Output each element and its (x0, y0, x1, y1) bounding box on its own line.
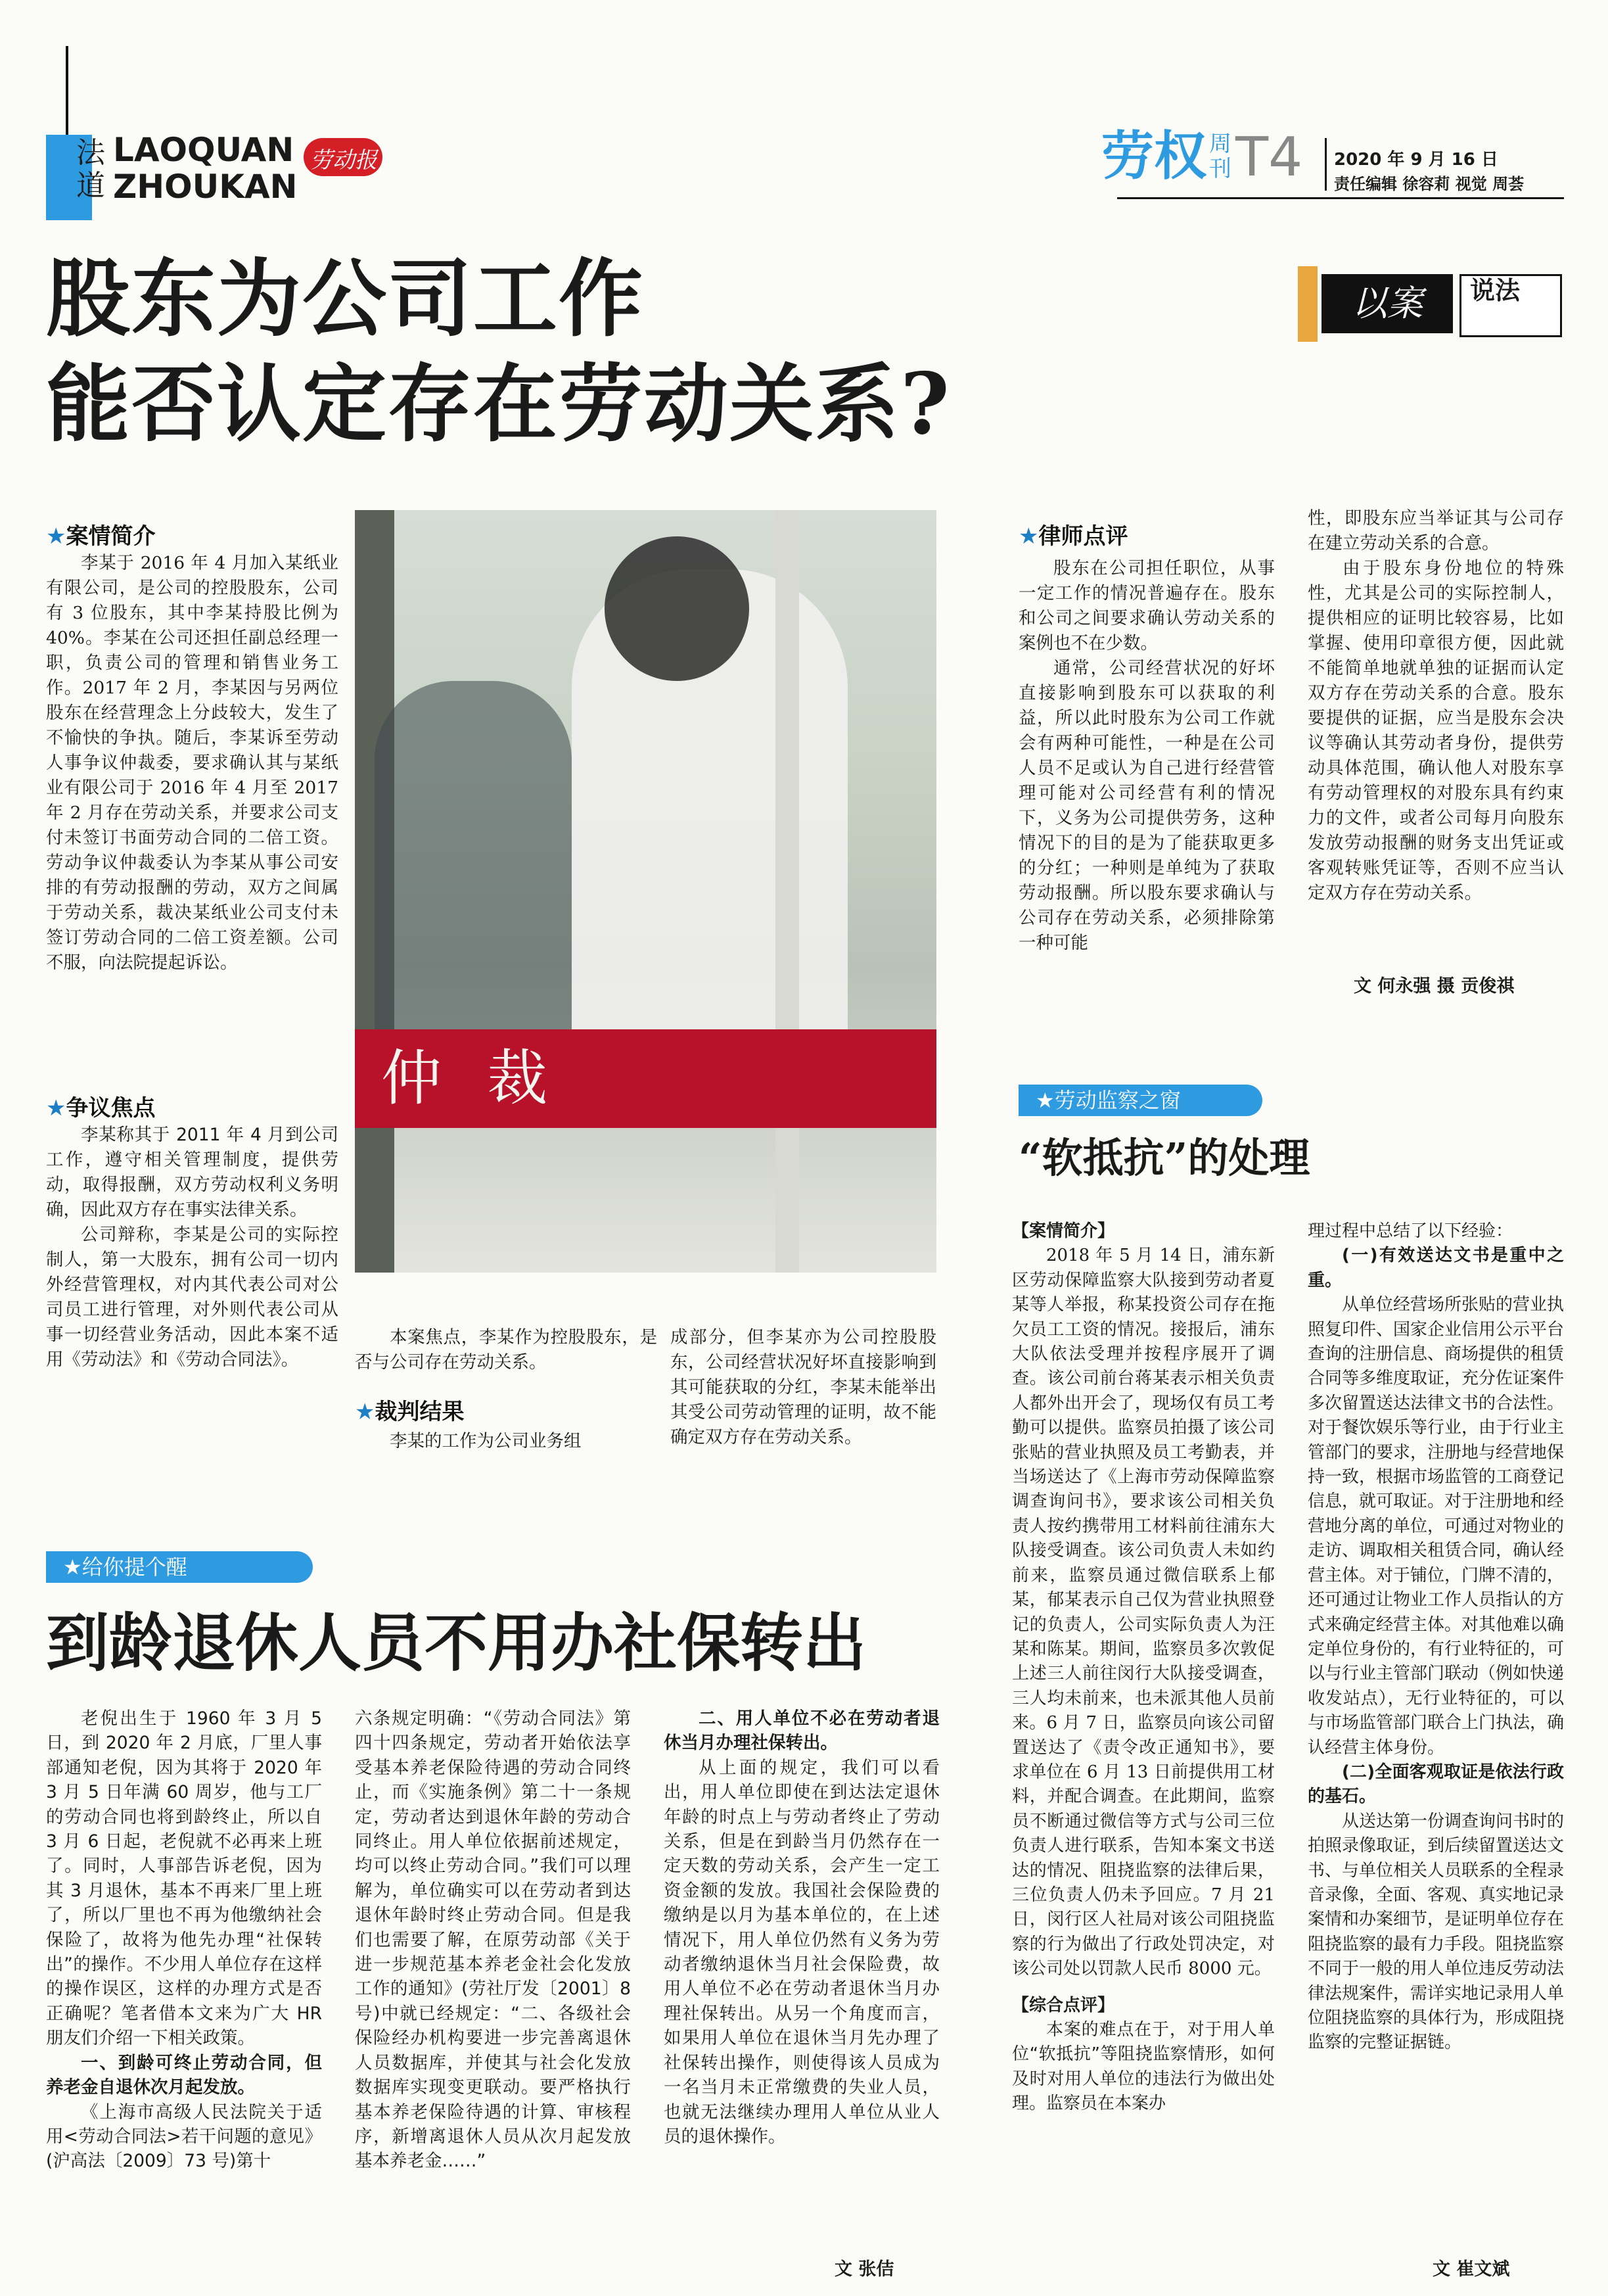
article3-case-heading: 【案情简介】 (1012, 1221, 1115, 1241)
article2-col3 (664, 1706, 940, 2149)
article1-judgment-paragraph-1: 李某的工作为公司业务组 (390, 1431, 582, 1451)
under-photo-paragraph: 本案焦点，李某作为控股股东，是否与公司存在劳动关系。 (355, 1327, 657, 1372)
photo-head-right (605, 536, 749, 681)
masthead-rule (1117, 197, 1564, 199)
article1-credit: 文 何永强 摄 贡俊祺 (1354, 976, 1515, 996)
article3-col1 (1012, 1219, 1275, 2117)
photo-glass-frame (775, 510, 799, 1273)
paper-logo-text: 劳动报 (310, 147, 377, 174)
weekly-sub: 周刊 (1209, 131, 1231, 182)
article2-col2 (355, 1706, 631, 2174)
article2-heading-1: 一、到龄可终止劳动合同，但养老金自退休次月起发放。 (46, 2052, 322, 2098)
article2-col1-paragraph-1: 老倪出生于 1960 年 3 月 5 日，到 2020 年 2 月底，厂里人事部通知老倪，因为其将于 2020 年 3 月 5 日年满 60 周岁，他与工厂的劳动合同也将到龄终止，所以自 3 月 6 日起，老倪就不必再来上班了。同时，人事部告诉老倪，因为其 3 月退休，基本不再来厂里上班了，所以厂里也不再为他缴纳社会保险了，故将为他先办理“社保转出”的操作。不少用人单位存在这样的操作误区，这样的办理方式是否正确呢？笔者借本文来为广大 HR 朋友们介绍一下相关政策。 (46, 1708, 322, 2049)
article1-case-paragraph: 李某于 2016 年 4 月加入某纸业有限公司，是公司的控股股东，公司有 3 位股东，其中李某持股比例为 40%。李某在公司还担任副总经理一职，负责公司的管理和销售业务工作。2017 年 2 月，李某因与另两位股东在经营理念上分歧较大，发生了不愉快的争执。随后，李某诉至劳动人事争议仲裁委，要求确认其与某纸业有限公司于 2016 年 4 月至 2017 年 2 月存在劳动关系，并要求公司支付未签订书面劳动合同的二倍工资。劳动争议仲裁委认为李某从事公司安排的有劳动报酬的劳动，双方之间属于劳动关系，裁决某纸业公司支付未签订劳动合同的二倍工资差额。公司不服，向法院提起诉讼。 (46, 553, 338, 973)
article3-right-paragraph-1: 从单位经营场所张贴的营业执照复印件、国家企业信用公示平台查询的注册信息、商场提供的租赁合同等多维度取证，充分佐证案件多次留置送达法律文书的合法性。对于餐饮娱乐等行业，由于行业主管部门的要求，注册地与经营地保持一致，根据市场监管的工商登记信息，就可取证。对于注册地和经营地分离的单位，可通过对物业的走访、调取相关租赁合同，确认经营主体。对于铺位，门牌不清的，还可通过让物业工作人员指认的方式来确定经营主体。对其他难以确定单位身份的，有行业特征的，可以与行业主管部门联动（例如快递收发站点），无行业特征的，可以与市场监管部门联合上门执法，确认经营主体身份。 (1308, 1295, 1565, 1758)
issue-date: 2020 年 9 月 16 日 (1334, 150, 1498, 170)
article1-lawyer-heading: ★律师点评 (1019, 523, 1128, 550)
article-photo (355, 510, 936, 1273)
article1-focus-paragraph-1: 李某称其于 2011 年 4 月到公司工作，遵守相关管理制度，提供劳动，取得报酬，双方劳动权利义务明确，因此双方存在事实法律关系。 (46, 1125, 338, 1220)
article3-label (1019, 1085, 1262, 1116)
article2-title: 到龄退休人员不用办社保转出 (46, 1606, 866, 1680)
article3-right-heading-1: (一)有效送达文书是重中之重。 (1308, 1246, 1564, 1290)
article2-label-text: 给你提个醒 (81, 1555, 187, 1580)
article2-credit: 文 张佶 (835, 2259, 894, 2280)
article1-title-line1: 股东为公司工作 (46, 250, 645, 348)
article1-case-text (46, 551, 338, 975)
article1-judgment-heading: ★裁判结果 (355, 1399, 465, 1425)
article1-lawyer-paragraph-2: 通常，公司经营状况的好坏直接影响到股东可以获取的利益，所以此时股东为公司工作就会有两种可能性，一种是在公司人员不足或认为自己进行经营管理可能对公司经营有利的情况下，义务为公司提供劳务，这种情况下的目的是为了能获取更多的分红；一种则是单纯为了获取劳动报酬。所以股东要求确认与公司存在劳动关系，必须排除第一种可能 (1019, 658, 1275, 953)
article2-label (46, 1551, 313, 1583)
page-number: T4 (1235, 126, 1303, 189)
article1-judgment-text-1 (355, 1429, 657, 1454)
article2-col3-paragraph: 从上面的规定，我们可以看出，用人单位即使在到达法定退休年龄的时点上与劳动者终止了劳动关系，但是在到龄当月仍然存在一定天数的劳动关系，会产生一定工资金额的发放。我国社会保险费的缴纳是以月为基本单位的，在上述情况下，用人单位仍然有义务为劳动者缴纳退休当月社会保险费，故用人单位不必在劳动者退休当月办理社保转出。从另一个角度而言，如果用人单位在退休当月先办理了社保转出操作，则使得该人员成为一名当月未正常缴费的失业人员，也就无法继续办理用人单位从业人员的退休操作。 (664, 1757, 940, 2147)
article3-credit: 文 崔文斌 (1433, 2259, 1510, 2280)
badge-right-text: 说法 (1470, 276, 1521, 305)
article1-lawyer-paragraph-3: 性，即股东应当举证其与公司存在建立劳动关系的合意。 (1308, 508, 1564, 553)
photo-sign-text: 仲 裁 (381, 1043, 561, 1113)
article1-lawyer-col1 (1019, 556, 1275, 956)
article3-label-star: ★ (1036, 1088, 1055, 1113)
article3-comment-heading: 【综合点评】 (1012, 1995, 1115, 2015)
article2-heading-2: 二、用人单位不必在劳动者退休当月办理社保转出。 (664, 1708, 940, 1754)
article1-focus-paragraph-2: 公司辩称，李某是公司的实际控制人，第一大股东，拥有公司一切内外经营管理权，对内其代表公司对公司员工进行管理，对外则代表公司从事一切经营业务活动，因此本案不适用《劳动法》和《劳动合同法》。 (46, 1225, 338, 1370)
article1-judgment-paragraph-2: 成部分，但李某亦为公司控股股东，公司经营状况好坏直接影响到其可能获取的分红，李某未能举出其受公司劳动管理的证明，故不能确定双方存在劳动关系。 (670, 1327, 936, 1447)
badge-tab (1298, 266, 1318, 342)
article3-right-paragraph-2: 从送达第一份调查询问书时的拍照录像取证，到后续留置送达文书、与单位相关人员联系的全程录音录像，全面、客观、真实地记录案情和办案细节，是证明单位存在阻挠监察的最有力手段。阻挠监察不同于一般的用人单位违反劳动法律法规案件，需详实地记录用人单位阻挠监察的具体行为，形成阻挠监察的完整证据链。 (1308, 1811, 1565, 2053)
masthead-name-line1: LAOQUAN (113, 131, 294, 169)
article3-case-paragraph: 2018 年 5 月 14 日，浦东新区劳动保障监察大队接到劳动者夏某等人举报，称某投资公司存在拖欠员工工资的情况。接报后，浦东大队依法受理并按程序展开了调查。该公司前台蒋某表示相关负责人都外出开会了，现场仅有员工考勤可以提供。监察员拍摄了该公司张贴的营业执照及员工考勤表，并当场送达了《上海市劳动保障监察调查询问书》，要求该公司相关负责人按约携带用工材料前往浦东大队接受调查。该公司负责人未如约前来，监察员通过微信联系上郁某，郁某表示自己仅为营业执照登记的负责人，公司实际负责人为汪某和陈某。期间，监察员多次敦促上述三人前往闵行大队接受调查，三人均未前来，也未派其他人员前来。6 月 7 日，监察员向该公司留置送达了《责令改正通知书》，要求单位在 6 月 13 日前提供用工材料，并配合调查。在此期间，监察员不断通过微信等方式与公司三位负责人进行联系，告知本案文书送达的情况、阻挠监察的法律后果，三位负责人仍未予回应。7 月 21 日，闵行区人社局对该公司阻挠监察的行为做出了行政处罚决定，对该公司处以罚款人民币 8000 元。 (1012, 1246, 1275, 1979)
badge-left: 以案 (1321, 274, 1453, 333)
case-badge (1298, 266, 1564, 342)
masthead (46, 39, 1564, 223)
article3-comment-paragraph: 本案的难点在于，对于用人单位“软抵抗”等阻挠监察情形，如何及时对用人单位的违法行为做出处理。监察员在本案办 (1012, 2020, 1275, 2114)
article1-focus-text (46, 1123, 338, 1372)
article1-lawyer-paragraph-4: 由于股东身份地位的特殊性，尤其是公司的实际控制人，提供相应的证明比较容易，比如掌握、使用印章很方便，因此就不能简单地就单独的证据而认定双方存在劳动关系的合意。股东要提供的证据，应当是股东会决议等确认其劳动者身份，提供劳动具体范围，确认他人对股东享有劳动管理权的对股东具有约束力的文件，或者公司每月向股东发放劳动报酬的财务支出凭证或客观转账凭证等，否则不应当认定双方存在劳动关系。 (1308, 558, 1564, 903)
article2-col1 (46, 1706, 322, 2174)
section-cn: 法道 (76, 136, 105, 202)
article3-title: “软抵抗”的处理 (1019, 1134, 1310, 1182)
article1-focus-heading: ★争议焦点 (46, 1095, 156, 1121)
article3-right-intro: 理过程中总结了以下经验： (1308, 1221, 1513, 1241)
divider (1325, 138, 1327, 191)
article1-case-heading: ★案情简介 (46, 523, 156, 550)
editors: 责任编辑 徐容莉 视觉 周荟 (1334, 175, 1525, 193)
article1-lawyer-paragraph-1: 股东在公司担任职位，从事一定工作的情况普遍存在。股东和公司之间要求确认劳动关系的案例也不在少数。 (1019, 558, 1275, 653)
article2-col1-paragraph-2: 《上海市高级人民法院关于适用<劳动合同法>若干问题的意见》(沪高法〔2009〕73 号)第十 (46, 2101, 322, 2172)
weekly-title: 劳权 (1101, 126, 1206, 187)
article1-lawyer-col2 (1308, 506, 1564, 906)
article2-label-star: ★ (63, 1555, 82, 1580)
article1-judgment-text-2 (670, 1325, 936, 1450)
under-photo-text (355, 1325, 657, 1375)
masthead-name-line2: ZHOUKAN (113, 168, 298, 206)
article2-col2-paragraph: 六条规定明确：“《劳动合同法》第四十四条规定，劳动者开始依法享受基本养老保险待遇的劳动合同终止，而《实施条例》第二十一条规定，劳动者达到退休年龄的劳动合同终止。用人单位依据前述规定，均可以终止劳动合同。”我们可以理解为，单位确实可以在劳动者到达退休年龄时终止劳动合同。但是我们也需要了解，在原劳动部《关于进一步规范基本养老金社会化发放工作的通知》(劳社厅发〔2001〕8 号)中就已经规定：“二、各级社会保险经办机构要进一步完善离退休人员数据库，并使其与社会化发放数据库实现变更联动。要严格执行基本养老保险待遇的计算、审核程序，新增离退休人员从次月起发放基本养老金……” (355, 1708, 631, 2172)
article3-right-heading-2: (二)全面客观取证是依法行政的基石。 (1308, 1762, 1564, 1807)
article3-label-text: 劳动监察之窗 (1054, 1088, 1181, 1113)
article1-title-line2: 能否认定存在劳动关系? (46, 355, 952, 454)
article3-col2 (1308, 1219, 1564, 2055)
